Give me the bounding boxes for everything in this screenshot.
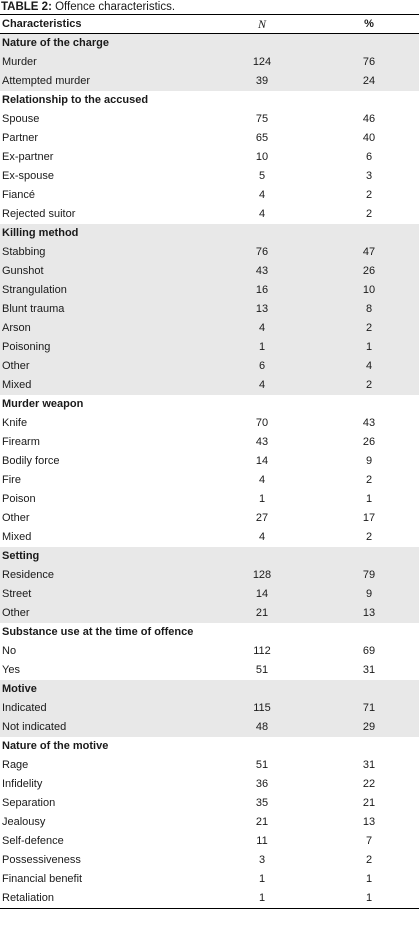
row-percent: 76 [362, 56, 376, 68]
table-row [0, 300, 419, 319]
row-percent: 24 [362, 75, 376, 87]
row-n: 6 [258, 360, 266, 372]
section-header-row [0, 680, 419, 699]
table-row [0, 281, 419, 300]
header-characteristics: Characteristics [2, 18, 82, 30]
row-label: Blunt trauma [2, 303, 65, 315]
row-label: Possessiveness [2, 854, 81, 866]
row-label: Fiancé [2, 189, 36, 201]
row-n: 115 [253, 702, 271, 714]
row-percent: 29 [362, 721, 376, 733]
row-n: 70 [255, 417, 269, 429]
row-n: 48 [255, 721, 269, 733]
table-row [0, 528, 419, 547]
row-percent: 40 [362, 132, 376, 144]
header-percent: % [364, 18, 374, 30]
row-n: 39 [255, 75, 269, 87]
section-title: Nature of the motive [2, 740, 109, 752]
row-label: Partner [2, 132, 39, 144]
row-percent: 69 [362, 645, 376, 657]
row-label: Knife [2, 417, 28, 429]
row-label: Separation [2, 797, 56, 809]
table-row [0, 319, 419, 338]
row-n: 43 [255, 265, 269, 277]
row-label: Mixed [2, 379, 32, 391]
row-n: 112 [253, 645, 271, 657]
row-label: Gunshot [2, 265, 44, 277]
section-title: Relationship to the accused [2, 94, 149, 106]
section-header-row [0, 547, 419, 566]
table-row [0, 490, 419, 509]
table-row [0, 205, 419, 224]
row-percent: 9 [365, 455, 373, 467]
row-label: Street [2, 588, 32, 600]
row-n: 14 [255, 588, 269, 600]
row-n: 10 [255, 151, 269, 163]
row-percent: 10 [362, 284, 376, 296]
section-header-row [0, 395, 419, 414]
row-n: 4 [258, 208, 266, 220]
row-n: 16 [255, 284, 269, 296]
row-n: 11 [256, 835, 268, 847]
row-n: 4 [258, 379, 266, 391]
table-row [0, 186, 419, 205]
row-n: 51 [255, 759, 269, 771]
row-label: Ex-partner [2, 151, 54, 163]
row-label: Other [2, 360, 30, 372]
table-row [0, 243, 419, 262]
row-n: 1 [258, 493, 266, 505]
row-label: Stabbing [2, 246, 46, 258]
row-label: Not indicated [2, 721, 67, 733]
table-row [0, 699, 419, 718]
table-row [0, 832, 419, 851]
table-row [0, 566, 419, 585]
section-header-row [0, 224, 419, 243]
row-n: 4 [258, 322, 266, 334]
table-row [0, 585, 419, 604]
row-label: Ex-spouse [2, 170, 54, 182]
row-n: 65 [255, 132, 269, 144]
row-percent: 2 [365, 854, 373, 866]
row-percent: 79 [362, 569, 376, 581]
row-percent: 2 [365, 189, 373, 201]
row-n: 5 [258, 170, 266, 182]
row-label: Strangulation [2, 284, 67, 296]
table-row [0, 376, 419, 395]
table-caption-label: TABLE 2: [1, 1, 52, 13]
row-percent: 8 [365, 303, 373, 315]
row-n: 13 [255, 303, 269, 315]
header-n: N [257, 17, 266, 31]
table-row [0, 338, 419, 357]
row-n: 51 [255, 664, 269, 676]
row-label: Self-defence [2, 835, 64, 847]
row-n: 27 [255, 512, 269, 524]
row-label: Indicated [2, 702, 47, 714]
row-n: 21 [255, 816, 269, 828]
row-label: No [2, 645, 17, 657]
table-row [0, 452, 419, 471]
table-row [0, 509, 419, 528]
row-percent: 13 [362, 607, 376, 619]
row-percent: 2 [365, 322, 373, 334]
table-row [0, 889, 419, 909]
section-header-row [0, 623, 419, 642]
row-label: Yes [2, 664, 20, 676]
row-percent: 2 [365, 474, 373, 486]
row-label: Other [2, 607, 30, 619]
table-row [0, 661, 419, 680]
row-label: Mixed [2, 531, 32, 543]
row-percent: 1 [365, 341, 373, 353]
section-header-row [0, 737, 419, 756]
section-title: Killing method [2, 227, 79, 239]
section-title: Murder weapon [2, 398, 84, 410]
row-percent: 26 [362, 436, 376, 448]
row-label: Attempted murder [2, 75, 91, 87]
table-row [0, 129, 419, 148]
row-percent: 2 [365, 531, 373, 543]
row-label: Other [2, 512, 30, 524]
row-n: 1 [258, 892, 266, 904]
row-percent: 4 [365, 360, 373, 372]
row-label: Firearm [2, 436, 40, 448]
row-label: Retaliation [2, 892, 54, 904]
table-row [0, 414, 419, 433]
section-header-row [0, 34, 419, 54]
row-label: Poison [2, 493, 36, 505]
row-percent: 22 [362, 778, 376, 790]
row-n: 75 [255, 113, 269, 125]
row-n: 3 [258, 854, 266, 866]
row-label: Murder [2, 56, 37, 68]
row-label: Arson [2, 322, 31, 334]
row-percent: 6 [365, 151, 373, 163]
row-label: Rage [2, 759, 29, 771]
table-caption [0, 0, 419, 14]
table-row [0, 148, 419, 167]
row-percent: 7 [365, 835, 373, 847]
row-n: 14 [255, 455, 269, 467]
section-title: Substance use at the time of offence [2, 626, 194, 638]
row-label: Poisoning [2, 341, 51, 353]
row-n: 4 [258, 474, 266, 486]
row-percent: 47 [362, 246, 376, 258]
row-percent: 1 [365, 892, 373, 904]
table-row [0, 604, 419, 623]
row-n: 21 [255, 607, 269, 619]
table-body [0, 34, 419, 909]
table-caption-text: Offence characteristics. [51, 1, 176, 13]
table-row [0, 794, 419, 813]
table-row [0, 718, 419, 737]
offence-characteristics-table [0, 14, 419, 909]
row-n: 124 [252, 56, 272, 68]
row-percent: 2 [365, 379, 373, 391]
table-row [0, 813, 419, 832]
row-percent: 43 [362, 417, 376, 429]
row-n: 1 [258, 873, 266, 885]
row-percent: 13 [362, 816, 376, 828]
row-n: 1 [258, 341, 266, 353]
table-row [0, 262, 419, 281]
row-percent: 31 [362, 759, 376, 771]
row-label: Rejected suitor [2, 208, 76, 220]
table-row [0, 851, 419, 870]
table-row [0, 756, 419, 775]
row-n: 35 [255, 797, 269, 809]
table-row [0, 642, 419, 661]
table-row [0, 53, 419, 72]
section-title: Setting [2, 550, 40, 562]
row-n: 43 [255, 436, 269, 448]
table-row [0, 775, 419, 794]
table-row [0, 110, 419, 129]
row-n: 4 [258, 531, 266, 543]
row-label: Financial benefit [2, 873, 83, 885]
row-percent: 31 [362, 664, 376, 676]
row-percent: 2 [365, 208, 373, 220]
table-row [0, 433, 419, 452]
section-header-row [0, 91, 419, 110]
row-percent: 1 [365, 873, 373, 885]
row-percent: 46 [362, 113, 376, 125]
table-row [0, 870, 419, 889]
table-row [0, 72, 419, 91]
row-label: Jealousy [2, 816, 46, 828]
row-percent: 1 [365, 493, 373, 505]
row-label: Bodily force [2, 455, 60, 467]
section-title: Nature of the charge [2, 37, 109, 49]
row-percent: 9 [365, 588, 373, 600]
table-row [0, 167, 419, 186]
row-percent: 21 [362, 797, 376, 809]
header-row [0, 15, 419, 34]
table-header [0, 15, 419, 34]
section-title: Motive [2, 683, 37, 695]
row-label: Spouse [2, 113, 40, 125]
row-n: 36 [255, 778, 269, 790]
row-percent: 17 [362, 512, 376, 524]
row-label: Fire [2, 474, 21, 486]
row-n: 4 [258, 189, 266, 201]
table-row [0, 357, 419, 376]
row-n: 76 [255, 246, 269, 258]
row-label: Residence [2, 569, 54, 581]
table-row [0, 471, 419, 490]
row-percent: 71 [362, 702, 376, 714]
row-percent: 3 [365, 170, 373, 182]
row-percent: 26 [362, 265, 376, 277]
row-label: Infidelity [2, 778, 43, 790]
row-n: 128 [252, 569, 272, 581]
